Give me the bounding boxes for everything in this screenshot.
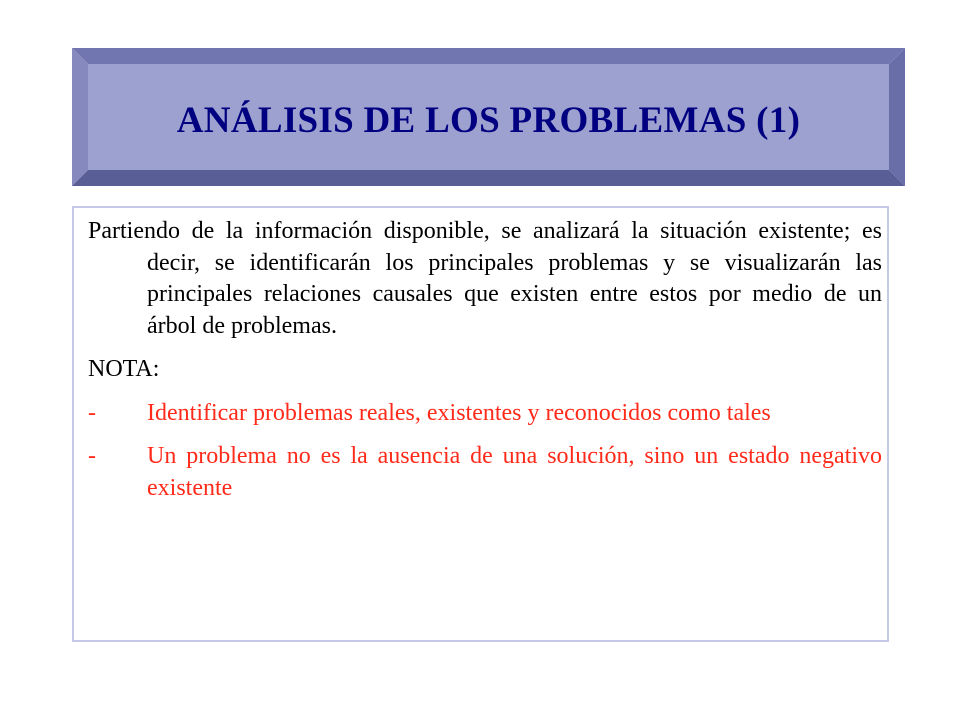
page-title: ANÁLISIS DE LOS PROBLEMAS (1) [176, 99, 801, 141]
content-body [88, 216, 882, 516]
bullet-item [88, 398, 882, 430]
bullet-marker: - [88, 443, 96, 469]
nota-label: NOTA: [88, 356, 160, 382]
bullet-text: Un problema no es la ausencia de una solución, sino un estado negativo existente [147, 443, 882, 501]
title-banner [72, 48, 905, 186]
bullet-marker: - [88, 399, 96, 426]
bullet-item [88, 441, 882, 504]
bullet-text: Identificar problemas reales, existentes y reconocidos como tales [147, 399, 771, 426]
content-box [72, 206, 889, 642]
intro-paragraph: Partiendo de la información disponible, se analizará la situación existente; es decir, se identificarán los principales problemas y se visualizarán las principales relaciones causales que existen entre estos por medio de un árbol de problemas. [88, 218, 882, 339]
